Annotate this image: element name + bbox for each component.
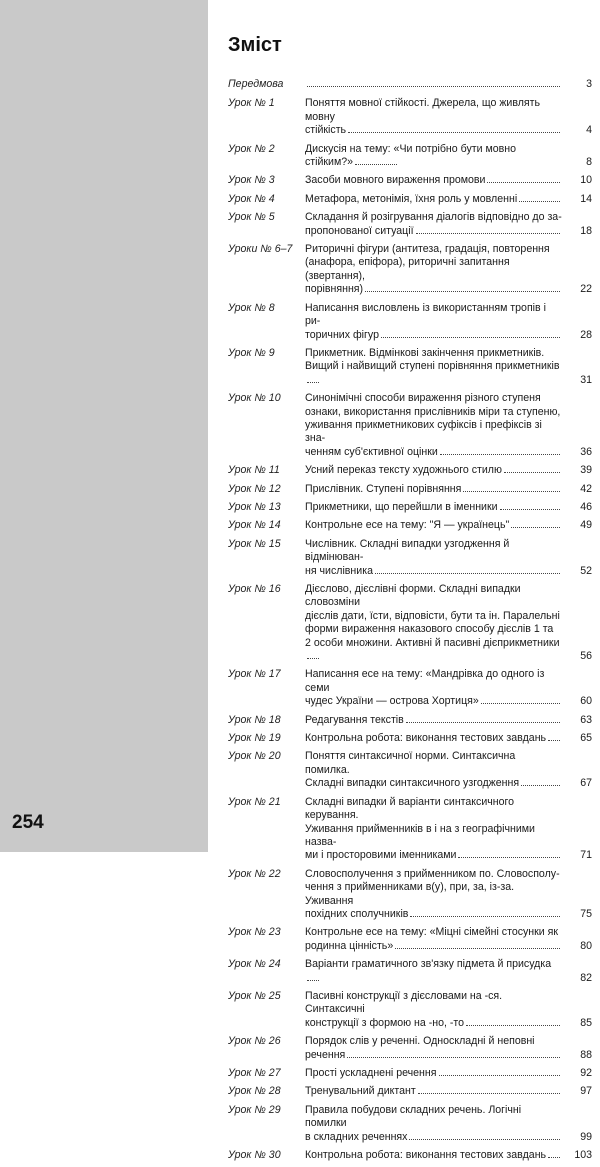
toc-entry-title [305, 750, 562, 790]
toc-entry-line-text: Написання висловлень із використанням тропів і ри- [305, 301, 546, 328]
dot-leader [395, 940, 560, 949]
toc-lesson-label: Урок № 16 [228, 583, 281, 595]
toc-entry [228, 174, 592, 187]
toc-entry [228, 868, 592, 922]
toc-entry-line-text: конструкції з формою на -но, -то [305, 1016, 465, 1029]
dot-leader [418, 1085, 560, 1094]
page-title: Зміст [228, 34, 282, 56]
toc-entry-line-text: торичних фігур [305, 328, 379, 341]
toc-entry-line [305, 211, 562, 224]
toc-page-number: 39 [580, 464, 592, 477]
toc-entry-line-text: Вищий і найвищий ступені порівняння прикметників [305, 360, 560, 373]
dot-leader [439, 1067, 560, 1076]
dot-leader [381, 329, 560, 338]
toc-entry-line [305, 1035, 562, 1048]
toc-page-number: 75 [580, 907, 592, 920]
toc-entry-title [305, 174, 562, 187]
toc-entry-line [305, 610, 562, 623]
toc-entry-line [305, 419, 562, 446]
toc-entry-line-text: Словосполучення з прийменником по. Словосполу- [305, 867, 560, 880]
toc-entry-line [305, 990, 562, 1017]
toc-entry-line [305, 302, 562, 329]
toc-entry [228, 1035, 592, 1062]
toc-entry-line-text: чення з прийменниками в(у), при, за, із-за. Уживання [305, 881, 515, 907]
dot-leader [440, 446, 560, 455]
toc-entry-line [305, 940, 562, 953]
toc-entry-line [305, 483, 562, 496]
dot-leader [548, 1149, 560, 1158]
toc-entry [228, 1104, 592, 1144]
dot-leader [409, 1131, 560, 1140]
toc-entry [228, 750, 592, 790]
toc-page-number: 4 [586, 124, 592, 137]
toc-entry [228, 583, 592, 663]
dot-leader [511, 519, 560, 528]
toc-entry [228, 668, 592, 708]
toc-entry-line-text: Контрольне есе на тему: «Міцні сімейні стосунки як [305, 926, 559, 939]
toc-lesson-label: Урок № 23 [228, 926, 281, 939]
toc-entry [228, 1067, 592, 1080]
toc-entry-line-text: (анафора, епіфора), риторичні запитання (звертання), [305, 256, 510, 282]
toc-entry-line [305, 283, 562, 296]
toc-entry-line [305, 1131, 562, 1144]
dot-leader [307, 374, 319, 383]
toc-lesson-label: Урок № 21 [228, 795, 281, 808]
toc-entry [228, 1149, 592, 1162]
toc-entry-line-text: Написання есе на тему: «Мандрівка до одного із семи [305, 668, 545, 694]
toc-lesson-label: Уроки № 6–7 [228, 243, 293, 256]
toc-entry-line-text: Складні випадки синтаксичного узгодження [305, 777, 520, 790]
toc-page-number: 14 [580, 192, 592, 205]
toc-entry-line-text: ченням суб'єктивної оцінки [305, 445, 438, 458]
toc-entry-line-text: ня числівника [305, 564, 373, 577]
toc-entry-line [305, 464, 562, 477]
toc-entry-line-text: Редагування текстів [305, 713, 404, 726]
toc-entry-line [305, 881, 562, 908]
toc-entry [228, 211, 592, 238]
toc-lesson-label: Урок № 27 [228, 1067, 281, 1079]
toc-entry-title [305, 1149, 562, 1162]
dot-leader [458, 849, 560, 858]
dot-leader [406, 714, 560, 723]
toc-entry-line-text: Правила побудови складних речень. Логічні помилки [305, 1103, 522, 1130]
toc-entry-line-text: Прості ускладнені речення [305, 1067, 437, 1079]
dot-leader [466, 1017, 560, 1026]
dot-leader [519, 193, 560, 202]
toc-entry-title [305, 1085, 562, 1098]
toc-entry-title [305, 990, 562, 1030]
dot-leader [375, 565, 560, 574]
toc-entry-line-text: Поняття мовної стійкості. Джерела, що живлять мовну [305, 97, 541, 123]
toc-entry-line-text: Тренувальний диктант [305, 1085, 416, 1098]
dot-leader [463, 483, 560, 492]
dot-leader [481, 695, 560, 704]
toc-entry [228, 97, 592, 137]
toc-lesson-label: Урок № 28 [228, 1085, 281, 1098]
dot-leader [548, 732, 560, 741]
toc-entry-line-text: Дієслово, дієслівні форми. Складні випадки словозміни [305, 583, 521, 609]
toc-entry [228, 483, 592, 496]
toc-entry-title [305, 714, 562, 727]
toc-entry-title [305, 868, 562, 922]
toc-page-number: 52 [580, 564, 592, 577]
toc-entry [228, 347, 592, 387]
toc-entry-line [305, 256, 562, 283]
toc-entry-line-text: Прикметники, що перейшли в іменники [305, 500, 498, 513]
toc-entry-title [305, 347, 562, 387]
toc-entry-line [305, 406, 562, 419]
toc-entry-line [305, 193, 562, 206]
toc-entry-line [305, 849, 562, 862]
toc-entry-line [305, 97, 562, 124]
toc-entry-line [305, 637, 562, 664]
toc-entry-line-text: Прикметник. Відмінкові закінчення прикметників. [305, 346, 545, 359]
toc-page-number: 49 [580, 519, 592, 532]
toc-entry-line [305, 926, 562, 939]
toc-entry-line [305, 583, 562, 610]
dot-leader [487, 174, 560, 183]
toc-entry-line [305, 347, 562, 360]
toc-entry-title [305, 78, 562, 91]
toc-lesson-label: Урок № 22 [228, 867, 281, 880]
toc-entry-title [305, 97, 562, 137]
toc-entry-line [305, 243, 562, 256]
toc-page-number: 42 [580, 482, 592, 495]
toc-entry-line [305, 668, 562, 695]
table-of-contents [228, 78, 592, 1167]
toc-lesson-label: Урок № 10 [228, 392, 281, 405]
toc-entry-line-text: дієслів дати, їсти, відповісти, бути та ін. Паралельні [305, 609, 560, 622]
toc-entry-line [305, 225, 562, 238]
toc-entry-line-text: родинна цінність» [305, 939, 394, 952]
toc-entry [228, 714, 592, 727]
toc-entry [228, 732, 592, 745]
toc-entry-line [305, 732, 562, 745]
toc-entry-line-text: Контрольна робота: виконання тестових завдань [305, 1149, 547, 1162]
toc-entry-line [305, 329, 562, 342]
toc-entry-line-text: Уживання прийменників в і на з географічними назва- [305, 822, 535, 848]
toc-entry [228, 958, 592, 985]
toc-entry-line [305, 908, 562, 921]
toc-entry-title [305, 464, 562, 477]
toc-entry-line [305, 1049, 562, 1062]
toc-lesson-label: Урок № 2 [228, 142, 275, 155]
toc-entry-line [305, 1067, 562, 1080]
dot-leader [307, 78, 560, 87]
toc-entry-line [305, 519, 562, 532]
toc-lesson-label: Урок № 18 [228, 713, 281, 726]
toc-lesson-label: Урок № 30 [228, 1149, 281, 1162]
toc-entry-line-text: порівняння) [305, 283, 364, 296]
toc-entry [228, 464, 592, 477]
toc-entry-line-text: Складні випадки й варіанти синтаксичного керування. [305, 795, 515, 822]
dot-leader [504, 464, 560, 473]
toc-entry [228, 501, 592, 514]
toc-entry-line [305, 623, 562, 636]
toc-entry-line [305, 392, 562, 405]
toc-page-number: 36 [580, 445, 592, 458]
toc-entry [228, 1085, 592, 1098]
page-margin-band [0, 0, 208, 852]
toc-entry [228, 143, 592, 170]
toc-entry [228, 302, 592, 342]
toc-entry [228, 193, 592, 206]
dot-leader [355, 156, 397, 165]
toc-page-number: 46 [580, 500, 592, 513]
dot-leader [500, 501, 560, 510]
toc-entry-line [305, 1149, 562, 1162]
toc-page-number: 10 [580, 174, 592, 187]
toc-entry [228, 392, 592, 459]
toc-entry-title [305, 583, 562, 663]
toc-entry-line-text: Дискусія на тему: «Чи потрібно бути мовно стійким?» [305, 142, 516, 169]
toc-lesson-label: Урок № 26 [228, 1035, 281, 1048]
toc-entry [228, 243, 592, 297]
toc-entry-line [305, 750, 562, 777]
toc-page-number: 60 [580, 695, 592, 708]
toc-page-number: 92 [580, 1067, 592, 1079]
toc-entry-line-text: ознаки, використання прислівників міри та ступеню, [305, 405, 561, 418]
toc-entry-line [305, 714, 562, 727]
toc-entry-line [305, 1104, 562, 1131]
toc-page-number: 31 [580, 373, 592, 386]
toc-entry [228, 78, 592, 91]
toc-entry-line-text: Варіанти граматичного зв'язку підмета й присудка [305, 958, 552, 971]
toc-lesson-label: Урок № 11 [228, 464, 280, 477]
toc-entry-title [305, 519, 562, 532]
toc-entry-line [305, 823, 562, 850]
toc-entry-line [305, 124, 562, 137]
toc-entry-line-text: Поняття синтаксичної норми. Синтаксична помилка. [305, 750, 516, 776]
toc-entry-line-text: Складання й розігрування діалогів відповідно до за- [305, 211, 562, 224]
toc-entry-line-text: уживання прикметникових суфіксів і префіксів зі зна- [305, 418, 542, 445]
toc-entry-line [305, 174, 562, 187]
toc-page-number: 85 [580, 1016, 592, 1029]
toc-page-number: 103 [574, 1149, 592, 1162]
toc-lesson-label: Урок № 24 [228, 958, 281, 971]
toc-lesson-label: Урок № 8 [228, 301, 275, 314]
toc-lesson-label: Урок № 3 [228, 174, 275, 187]
toc-lesson-label: Урок № 13 [228, 500, 281, 513]
toc-entry [228, 519, 592, 532]
toc-entry-line [305, 446, 562, 459]
toc-entry-line-text: стійкість [305, 124, 347, 137]
toc-entry [228, 926, 592, 953]
toc-entry-line [305, 695, 562, 708]
dot-leader [521, 777, 560, 786]
toc-entry-line-text: Синонімічні способи вираження різного ступеня [305, 392, 541, 405]
toc-entry-line-text: Риторичні фігури (антитеза, градація, повторення [305, 243, 550, 256]
toc-entry-title [305, 732, 562, 745]
toc-entry-title [305, 211, 562, 238]
toc-page-number: 65 [580, 732, 592, 745]
toc-entry-line-text: Порядок слів у реченні. Односкладні й неповні [305, 1035, 535, 1048]
dot-leader [416, 225, 560, 234]
toc-entry [228, 796, 592, 863]
toc-page-number: 22 [580, 283, 592, 296]
toc-lesson-label: Урок № 20 [228, 750, 281, 763]
dot-leader [347, 1049, 560, 1058]
dot-leader [348, 124, 560, 133]
toc-page-number: 82 [580, 971, 592, 984]
toc-entry [228, 990, 592, 1030]
toc-page-number: 18 [580, 224, 592, 237]
toc-lesson-label: Урок № 4 [228, 192, 275, 205]
toc-entry-line-text: в складних реченнях [305, 1130, 408, 1143]
toc-entry-line [305, 777, 562, 790]
toc-page-number: 97 [580, 1085, 592, 1098]
toc-entry-title [305, 668, 562, 708]
toc-entry-line-text: Пасивні конструкції з дієсловами на -ся. Синтаксичні [305, 989, 503, 1016]
toc-entry-line [305, 868, 562, 881]
toc-entry-line [305, 565, 562, 578]
toc-entry-title [305, 926, 562, 953]
toc-lesson-label: Урок № 5 [228, 211, 275, 224]
toc-entry-title [305, 1067, 562, 1080]
toc-entry-line-text: Усний переказ тексту художнього стилю [305, 464, 502, 477]
toc-page-number: 80 [580, 939, 592, 952]
toc-entry-line [305, 78, 562, 91]
page-number: 254 [12, 812, 44, 833]
toc-entry-line [305, 958, 562, 985]
toc-lesson-label: Урок № 25 [228, 989, 281, 1002]
toc-page-number: 56 [580, 650, 592, 663]
toc-lesson-label: Урок № 14 [228, 519, 281, 532]
toc-entry [228, 538, 592, 578]
toc-page-number: 99 [580, 1130, 592, 1143]
toc-entry-line-text: Метафора, метонімія, їхня роль у мовленні [305, 192, 518, 205]
toc-lesson-label: Урок № 17 [228, 668, 281, 681]
toc-entry-line-text: Засоби мовного вираження промови [305, 174, 486, 187]
toc-page-number: 71 [580, 849, 592, 862]
toc-entry-title [305, 143, 562, 170]
toc-entry-line [305, 143, 562, 170]
toc-lesson-label: Урок № 12 [228, 482, 281, 495]
toc-entry-line-text: Прислівник. Ступені порівняння [305, 482, 462, 495]
toc-lesson-label: Передмова [228, 78, 284, 90]
toc-entry-line [305, 538, 562, 565]
toc-entry-line-text: Контрольне есе на тему: "Я — українець" [305, 519, 510, 532]
toc-entry-title [305, 796, 562, 863]
toc-page-number: 88 [580, 1048, 592, 1061]
toc-lesson-label: Урок № 9 [228, 346, 275, 359]
toc-page-number: 63 [580, 713, 592, 726]
toc-entry-title [305, 538, 562, 578]
toc-page-number: 67 [580, 777, 592, 790]
toc-entry-line [305, 360, 562, 387]
toc-page-number: 28 [580, 328, 592, 341]
toc-entry-line-text: ми і просторовими іменниками [305, 849, 457, 862]
toc-page-number: 3 [586, 78, 592, 90]
dot-leader [365, 283, 560, 292]
toc-lesson-label: Урок № 15 [228, 537, 281, 550]
toc-entry-title [305, 1104, 562, 1144]
toc-entry-title [305, 501, 562, 514]
toc-entry-line-text: речення [305, 1048, 346, 1061]
toc-entry-title [305, 958, 562, 985]
toc-entry-line-text: пропонованої ситуації [305, 224, 414, 237]
dot-leader [410, 908, 560, 917]
toc-entry-title [305, 243, 562, 297]
toc-entry-title [305, 483, 562, 496]
toc-entry-line-text: похідних сполучників [305, 907, 409, 920]
toc-entry-line [305, 1017, 562, 1030]
toc-entry-title [305, 392, 562, 459]
toc-entry-line [305, 1085, 562, 1098]
toc-entry-line-text: форми вираження наказового способу дієслів 1 та [305, 623, 554, 636]
toc-page-number: 8 [586, 156, 592, 169]
toc-entry-line [305, 796, 562, 823]
toc-entry-line-text: чудес України — острова Хортиця» [305, 695, 479, 708]
toc-lesson-label: Урок № 29 [228, 1103, 281, 1116]
dot-leader [307, 972, 319, 981]
toc-entry-line [305, 501, 562, 514]
dot-leader [307, 650, 319, 659]
toc-entry-line-text: 2 особи множини. Активні й пасивні дієприкметники [305, 636, 560, 649]
toc-entry-line-text: Контрольна робота: виконання тестових завдань [305, 732, 547, 745]
toc-lesson-label: Урок № 19 [228, 732, 281, 745]
toc-entry-title [305, 193, 562, 206]
toc-lesson-label: Урок № 1 [228, 97, 275, 110]
toc-entry-title [305, 1035, 562, 1062]
toc-entry-line-text: Числівник. Складні випадки узгодження й відмінюван- [305, 537, 510, 564]
toc-entry-title [305, 302, 562, 342]
